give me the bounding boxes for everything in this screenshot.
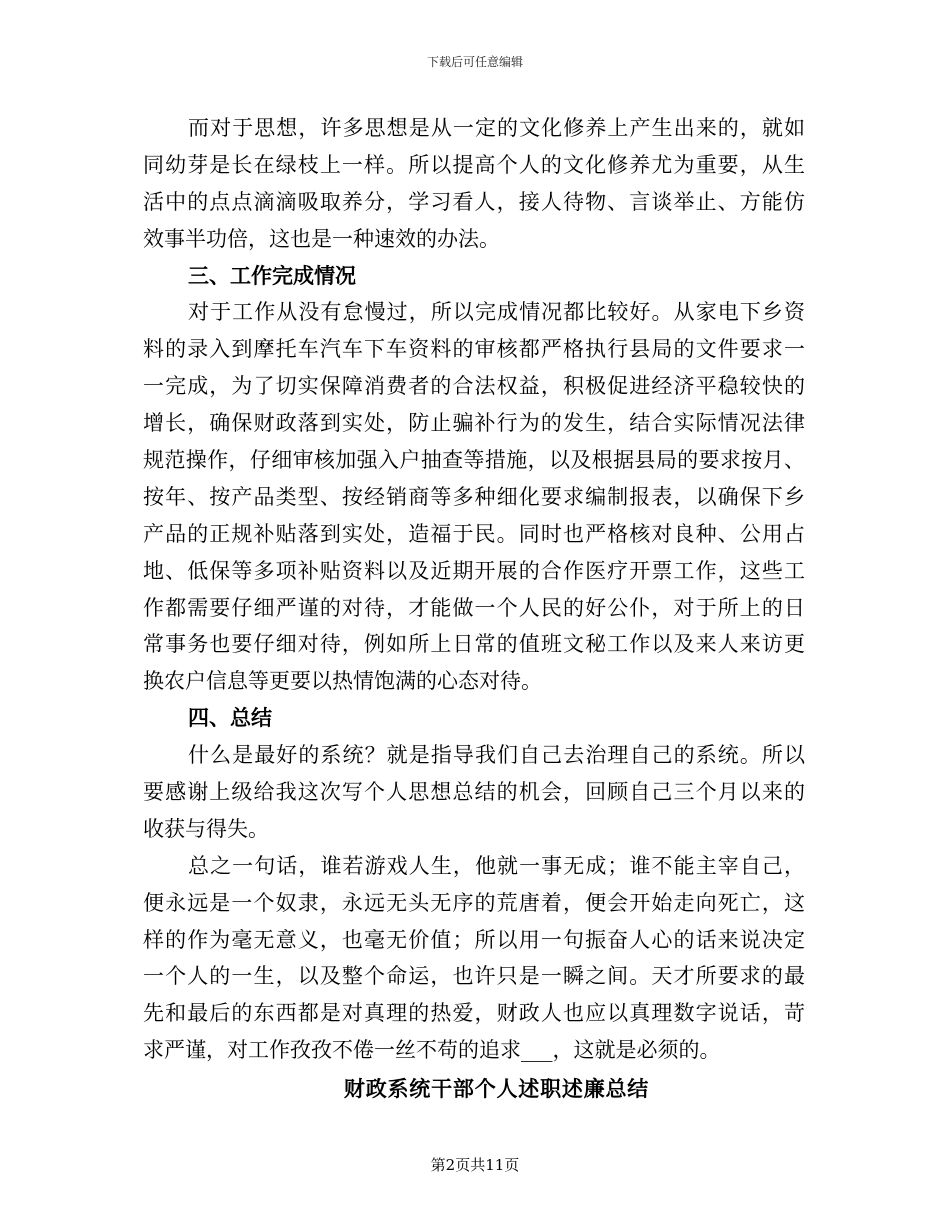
paragraph-line: 收获与得失。 <box>143 816 269 841</box>
section-heading: 三、工作完成情况 <box>188 262 356 288</box>
paragraph-line: 对于工作从没有怠慢过，所以完成情况都比较好。从家电下乡资 <box>188 300 805 325</box>
paragraph-line: 地、低保等多项补贴资料以及近期开展的合作医疗开票工作，这些工 <box>143 558 805 583</box>
paragraph-line: 活中的点点滴滴吸取养分，学习看人，接人待物、言谈举止、方能仿 <box>143 189 805 214</box>
document-title: 财政系统干部个人述职述廉总结 <box>343 1076 650 1102</box>
paragraph-line: 产品的正规补贴落到实处，造福于民。同时也严格核对良种、公用占 <box>143 521 805 546</box>
paragraph-line: 要感谢上级给我这次写个人思想总结的机会，回顾自己三个月以来的 <box>143 780 805 805</box>
paragraph-line: 而对于思想，许多思想是从一定的文化修养上产生出来的，就如 <box>188 116 805 140</box>
paragraph-line: 常事务也要仔细对待，例如所上日常的值班文秘工作以及来人来访更 <box>143 632 805 657</box>
paragraph-line: 样的作为毫无意义，也毫无价值；所以用一句振奋人心的话来说决定 <box>143 927 805 952</box>
paragraph-line: 什么是最好的系统？就是指导我们自己去治理自己的系统。所以 <box>188 743 805 768</box>
section-heading: 四、总结 <box>188 705 272 731</box>
paragraph-line: 一个人的一生，以及整个命运，也许只是一瞬之间。天才所要求的最 <box>143 964 805 989</box>
paragraph-line: 同幼芽是长在绿枝上一样。所以提高个人的文化修养尤为重要，从生 <box>143 152 805 177</box>
paragraph-line: 料的录入到摩托车汽车下车资料的审核都严格执行县局的文件要求一 <box>143 337 805 362</box>
paragraph-line: 先和最后的东西都是对真理的热爱，财政人也应以真理数字说话，苛 <box>143 1001 805 1026</box>
page-number: 第2页共11页 <box>430 1156 520 1174</box>
paragraph-line: 效事半功倍，这也是一种速效的办法。 <box>143 226 500 251</box>
paragraph-line: 增长，确保财政落到实处，防止骗补行为的发生，结合实际情况法律 <box>143 411 805 436</box>
document-body <box>143 110 805 1108</box>
paragraph <box>143 110 805 258</box>
paragraph-line: 总之一句话，谁若游戏人生，他就一事无成；谁不能主宰自己， <box>188 853 805 878</box>
paragraph-line: 作都需要仔细严谨的对待，才能做一个人民的好公仆，对于所上的日 <box>143 595 805 620</box>
paragraph-line: 换农户信息等更要以热情饱满的心态对待。 <box>143 669 542 694</box>
paragraph-line: 一完成，为了切实保障消费者的合法权益，积极促进经济平稳较快的 <box>143 374 805 399</box>
page-header-note: 下载后可任意编辑 <box>426 55 523 69</box>
paragraph-line: 规范操作，仔细审核加强入户抽查等措施，以及根据县局的要求按月、 <box>143 448 805 473</box>
paragraph-line: 求严谨，对工作孜孜不倦一丝不苟的追求___，这就是必须的。 <box>143 1038 721 1063</box>
paragraph-line: 便永远是一个奴隶，永远无头无序的荒唐着，便会开始走向死亡，这 <box>143 890 805 915</box>
paragraph <box>143 294 805 700</box>
paragraph <box>143 848 805 1069</box>
paragraph <box>143 737 805 848</box>
paragraph-line: 按年、按产品类型、按经销商等多种细化要求编制报表，以确保下乡 <box>143 484 805 509</box>
